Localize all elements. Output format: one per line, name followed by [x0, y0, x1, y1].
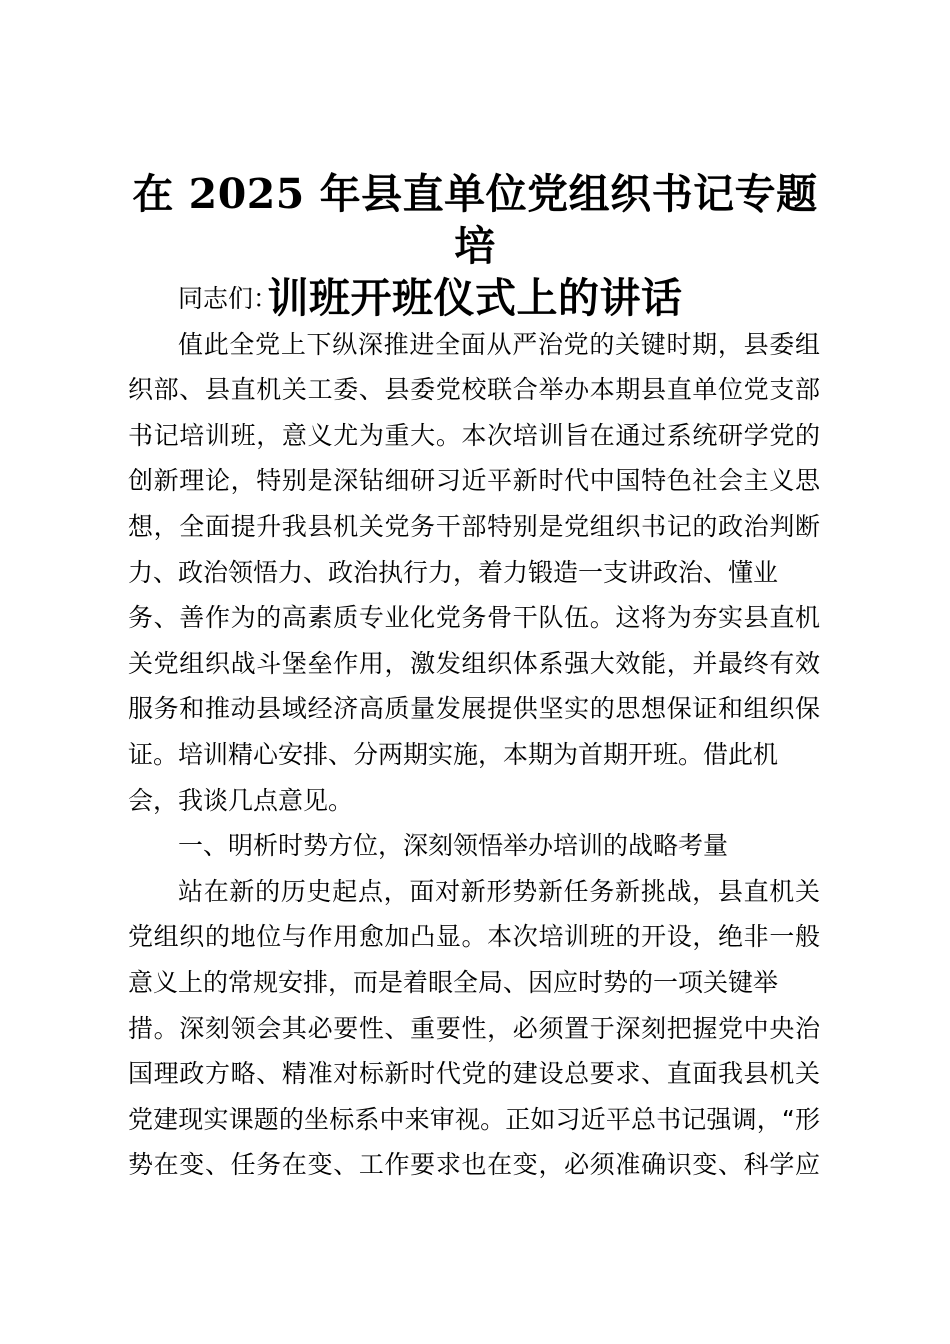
paragraph-line: 关党组织战斗堡垒作用，激发组织体系强大效能，并最终有效: [128, 648, 820, 678]
paragraph-line: 措。深刻领会其必要性、重要性，必须置于深刻把握党中央治: [128, 1013, 820, 1043]
paragraph-line: 站在新的历史起点，面对新形势新任务新挑战，县直机关: [178, 876, 820, 906]
paragraph-line: 意义上的常规安排，而是着眼全局、因应时势的一项关键举: [128, 967, 779, 997]
paragraph-line: 党建现实课题的坐标系中来审视。正如习近平总书记强调，“形: [128, 1104, 820, 1134]
paragraph-line: 证。培训精心安排、分两期实施，本期为首期开班。借此机: [128, 739, 779, 769]
paragraph-1: [128, 322, 820, 824]
paragraph-line: 创新理论，特别是深钻细研习近平新时代中国特色社会主义思: [128, 466, 820, 496]
title-line-1: 在 2025 年县直单位党组织书记专题培: [132, 170, 818, 270]
paragraph-line: 会，我谈几点意见。: [128, 785, 354, 815]
paragraph-line: 国理政方略、精准对标新时代党的建设总要求、直面我县机关: [128, 1059, 820, 1089]
paragraph-line: 党组织的地位与作用愈加凸显。本次培训班的开设，绝非一般: [128, 922, 820, 952]
paragraph-2: [128, 869, 820, 1188]
section-heading-1: 一、明析时势方位，深刻领悟举办培训的战略考量: [178, 831, 729, 861]
paragraph-line: 值此全党上下纵深推进全面从严治党的关键时期，县委组: [178, 329, 820, 359]
paragraph-line: 织部、县直机关工委、县委党校联合举办本期县直单位党支部: [128, 375, 820, 405]
paragraph-line: 书记培训班，意义尤为重大。本次培训旨在通过系统研学党的: [128, 420, 820, 450]
document-body: [128, 276, 820, 1188]
paragraph-line: 力、政治领悟力、政治执行力，着力锻造一支讲政治、懂业: [128, 557, 779, 587]
paragraph-line: 务、善作为的高素质专业化党务骨干队伍。这将为夯实县直机: [128, 603, 820, 633]
paragraph-line: 服务和推动县域经济高质量发展提供坚实的思想保证和组织保: [128, 694, 820, 724]
paragraph-line: 想，全面提升我县机关党务干部特别是党组织书记的政治判断: [128, 511, 820, 541]
title-line-2: 训班开班仪式上的讲话: [267, 274, 683, 322]
salutation: 同志们：: [178, 284, 279, 313]
paragraph-line: 势在变、任务在变、工作要求也在变，必须准确识变、科学应: [128, 1150, 820, 1180]
